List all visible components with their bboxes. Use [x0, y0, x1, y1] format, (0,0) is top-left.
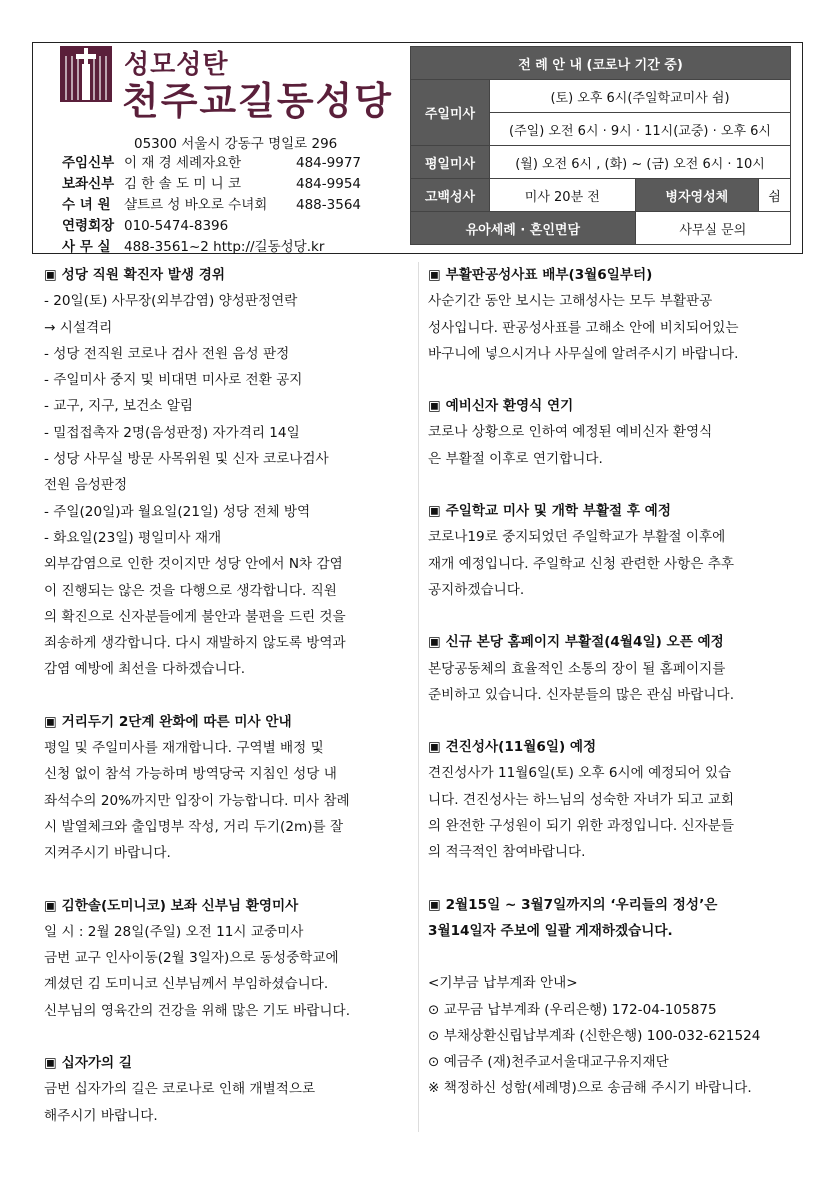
- column-divider: [418, 262, 419, 1132]
- staff-row: [62, 214, 228, 234]
- body-line: - 성당 전직원 코로나 검사 전원 음성 판정: [44, 345, 290, 362]
- section-heading: ▣ 거리두기 2단계 완화에 따른 미사 안내: [44, 713, 292, 730]
- body-line: 코로나 상황으로 인하여 예정된 예비신자 환영식: [428, 424, 713, 441]
- section-heading: ▣ 김한솔(도미니코) 보좌 신부님 환영미사: [44, 897, 299, 914]
- sunday-mass-sunday: (주일) 오전 6시 · 9시 · 11시(교중) · 오후 6시: [490, 113, 791, 146]
- body-line: ⊙ 예금주 (재)천주교서울대교구유지재단: [428, 1054, 669, 1071]
- spacer: [428, 866, 760, 892]
- body-line: 의 적극적인 참여바랍니다.: [428, 844, 586, 861]
- weekday-mass-label: 평일미사: [411, 146, 490, 179]
- body-line: 성사입니다. 판공성사표를 고해소 안에 비치되어있는: [428, 319, 739, 336]
- section-heading: ▣ 견진성사(11월6일) 예정: [428, 739, 597, 756]
- body-line: <기부금 납부계좌 안내>: [428, 975, 578, 992]
- body-line: 계셨던 김 도미니코 신부님께서 부임하셨습니다.: [44, 976, 329, 993]
- body-line: 신부님의 영육간의 건강을 위해 많은 기도 바랍니다.: [44, 1002, 351, 1019]
- liturgy-schedule-table: [410, 46, 791, 245]
- body-line: 공지하겠습니다.: [428, 581, 525, 598]
- body-line: 니다. 견진성사는 하느님의 성숙한 자녀가 되고 교회: [428, 791, 735, 808]
- body-line: 재개 예정입니다. 주일학교 신청 관련한 사항은 추후: [428, 555, 735, 572]
- body-line: - 화요일(23일) 평일미사 재개: [44, 529, 222, 546]
- church-logo-icon: [60, 46, 112, 102]
- body-line: 코로나19로 중지되었던 주일학교가 부활절 이후에: [428, 529, 726, 546]
- sick-communion-status: 쉼: [758, 179, 790, 212]
- body-line: 신청 없이 참석 가능하며 방역당국 지침인 성당 내: [44, 766, 337, 783]
- body-line: 시 발열체크와 출입명부 작성, 거리 두기(2m)를 잘: [44, 818, 344, 835]
- confession-time: 미사 20분 전: [490, 179, 636, 212]
- body-line: 평일 및 주일미사를 재개합니다. 구역별 배정 및: [44, 740, 324, 757]
- body-line: 일 시 : 2월 28일(주일) 오전 11시 교중미사: [44, 923, 304, 940]
- confession-label: 고백성사: [411, 179, 490, 212]
- address: 05300 서울시 강동구 명일로 296: [134, 136, 338, 152]
- body-line: ⊙ 교무금 납부계좌 (우리은행) 172-04-105875: [428, 1001, 717, 1018]
- staff-name: 이 재 경 세례자요한: [124, 155, 242, 171]
- spacer: [428, 944, 760, 970]
- body-line: - 성당 사무실 방문 사목위원 및 신자 코로나검사: [44, 451, 329, 468]
- body-line: - 교구, 지구, 보건소 알림: [44, 398, 194, 415]
- sunday-mass-label: 주일미사: [411, 80, 490, 146]
- body-line: - 밀접접촉자 2명(음성판정) 자가격리 14일: [44, 424, 300, 441]
- staff-row: [62, 193, 361, 213]
- staff-role: 주임신부: [62, 155, 115, 171]
- body-line: ※ 책정하신 성함(세례명)으로 송금해 주시기 바랍니다.: [428, 1080, 752, 1097]
- staff-phone: 484-9977: [296, 155, 361, 171]
- sick-communion-label: 병자영성체: [635, 179, 758, 212]
- sunday-mass-saturday: (토) 오후 6시(주일학교미사 쉼): [490, 80, 791, 113]
- body-line: 은 부활절 이후로 연기합니다.: [428, 450, 603, 467]
- body-line: - 20일(토) 사무장(외부감염) 양성판정연락: [44, 293, 298, 310]
- body-line: - 주일(20일)과 월요일(21일) 성당 전체 방역: [44, 503, 311, 520]
- section-heading: 3월14일자 주보에 일괄 게재하겠습니다.: [428, 922, 673, 939]
- body-line: 죄송하게 생각합니다. 다시 재발하지 않도록 방역과: [44, 635, 346, 652]
- left-column: [44, 262, 350, 1129]
- title-line-1: 성모성탄: [124, 50, 229, 80]
- staff-name: 김 한 솔 도 미 니 코: [124, 176, 242, 192]
- staff-phone: 484-9954: [296, 176, 361, 192]
- section-heading: ▣ 주일학교 미사 및 개학 부활절 후 예정: [428, 503, 671, 520]
- body-line: 준비하고 있습니다. 신자분들의 많은 관심 바랍니다.: [428, 686, 735, 703]
- section-heading: ▣ 2월15일 ~ 3월7일까지의 ‘우리들의 정성’은: [428, 896, 718, 913]
- body-line: - 주일미사 중지 및 비대면 미사로 전환 공지: [44, 372, 303, 389]
- body-line: 감염 예방에 최선을 다하겠습니다.: [44, 661, 246, 678]
- body-line: 외부감염으로 인한 것이지만 성당 안에서 N차 감염: [44, 556, 343, 573]
- infant-baptism-label: 유아세례 · 혼인면담: [411, 212, 636, 245]
- body-line: 이 진행되는 않은 것을 다행으로 생각합니다. 직원: [44, 582, 337, 599]
- right-column: [428, 262, 760, 1102]
- section-heading: ▣ 십자가의 길: [44, 1055, 132, 1072]
- spacer: [428, 472, 760, 498]
- staff-row: [62, 172, 361, 192]
- staff-name: 010-5474-8396: [124, 218, 229, 234]
- spacer: [428, 603, 760, 629]
- staff-role: 수 녀 원: [62, 197, 111, 213]
- body-line: 해주시기 바랍니다.: [44, 1107, 158, 1124]
- staff-row: [62, 151, 361, 171]
- body-line: 지켜주시기 바랍니다.: [44, 845, 171, 862]
- schedule-heading: 전 례 안 내 (코로나 기간 중): [411, 47, 791, 80]
- spacer: [428, 367, 760, 393]
- body-line: 전원 음성판정: [44, 477, 128, 494]
- body-line: 바구니에 넣으시거나 사무실에 알려주시기 바랍니다.: [428, 345, 739, 362]
- body-line: ⊙ 부채상환신립납부계좌 (신한은행) 100-032-621524: [428, 1027, 761, 1044]
- spacer: [428, 708, 760, 734]
- body-line: 금번 십자가의 길은 코로나로 인해 개별적으로: [44, 1081, 316, 1098]
- spacer: [44, 683, 350, 709]
- staff-role: 사 무 실: [62, 239, 111, 255]
- spacer: [44, 867, 350, 893]
- staff-role: 연령회장: [62, 218, 115, 234]
- section-heading: ▣ 부활판공성사표 배부(3월6일부터): [428, 267, 653, 283]
- weekday-mass: (월) 오전 6시 , (화) ~ (금) 오전 6시 · 10시: [490, 146, 791, 179]
- infant-baptism-info: 사무실 문의: [635, 212, 790, 245]
- staff-name: 샬트르 성 바오로 수녀회: [124, 197, 268, 213]
- section-heading: ▣ 신규 본당 홈페이지 부활절(4월4일) 오픈 예정: [428, 634, 724, 651]
- body-line: → 시설격리: [44, 319, 113, 336]
- staff-row: [62, 235, 324, 255]
- staff-role: 보좌신부: [62, 176, 115, 192]
- body-line: 본당공동체의 효율적인 소통의 장이 될 홈페이지를: [428, 660, 726, 677]
- staff-name: 488-3561~2 http://길동성당.kr: [124, 239, 325, 255]
- title-line-2: 천주교길동성당: [122, 79, 393, 123]
- section-heading: ▣ 성당 직원 확진자 발생 경위: [44, 267, 225, 283]
- body-line: 좌석수의 20%까지만 입장이 가능합니다. 미사 참례: [44, 792, 350, 809]
- body-line: 견진성사가 11월6일(토) 오후 6시에 예정되어 있습: [428, 765, 732, 782]
- body-line: 의 완전한 구성원이 되기 위한 과정입니다. 신자분들: [428, 818, 735, 835]
- body-line: 금번 교구 인사이동(2월 3일자)으로 동성중학교에: [44, 950, 339, 967]
- spacer: [44, 1024, 350, 1050]
- body-line: 사순기간 동안 보시는 고해성사는 모두 부활판공: [428, 293, 713, 310]
- body-line: 의 확진으로 신자분들에게 불안과 불편을 드린 것을: [44, 608, 346, 625]
- section-heading: ▣ 예비신자 환영식 연기: [428, 398, 574, 415]
- staff-phone: 488-3564: [296, 197, 361, 213]
